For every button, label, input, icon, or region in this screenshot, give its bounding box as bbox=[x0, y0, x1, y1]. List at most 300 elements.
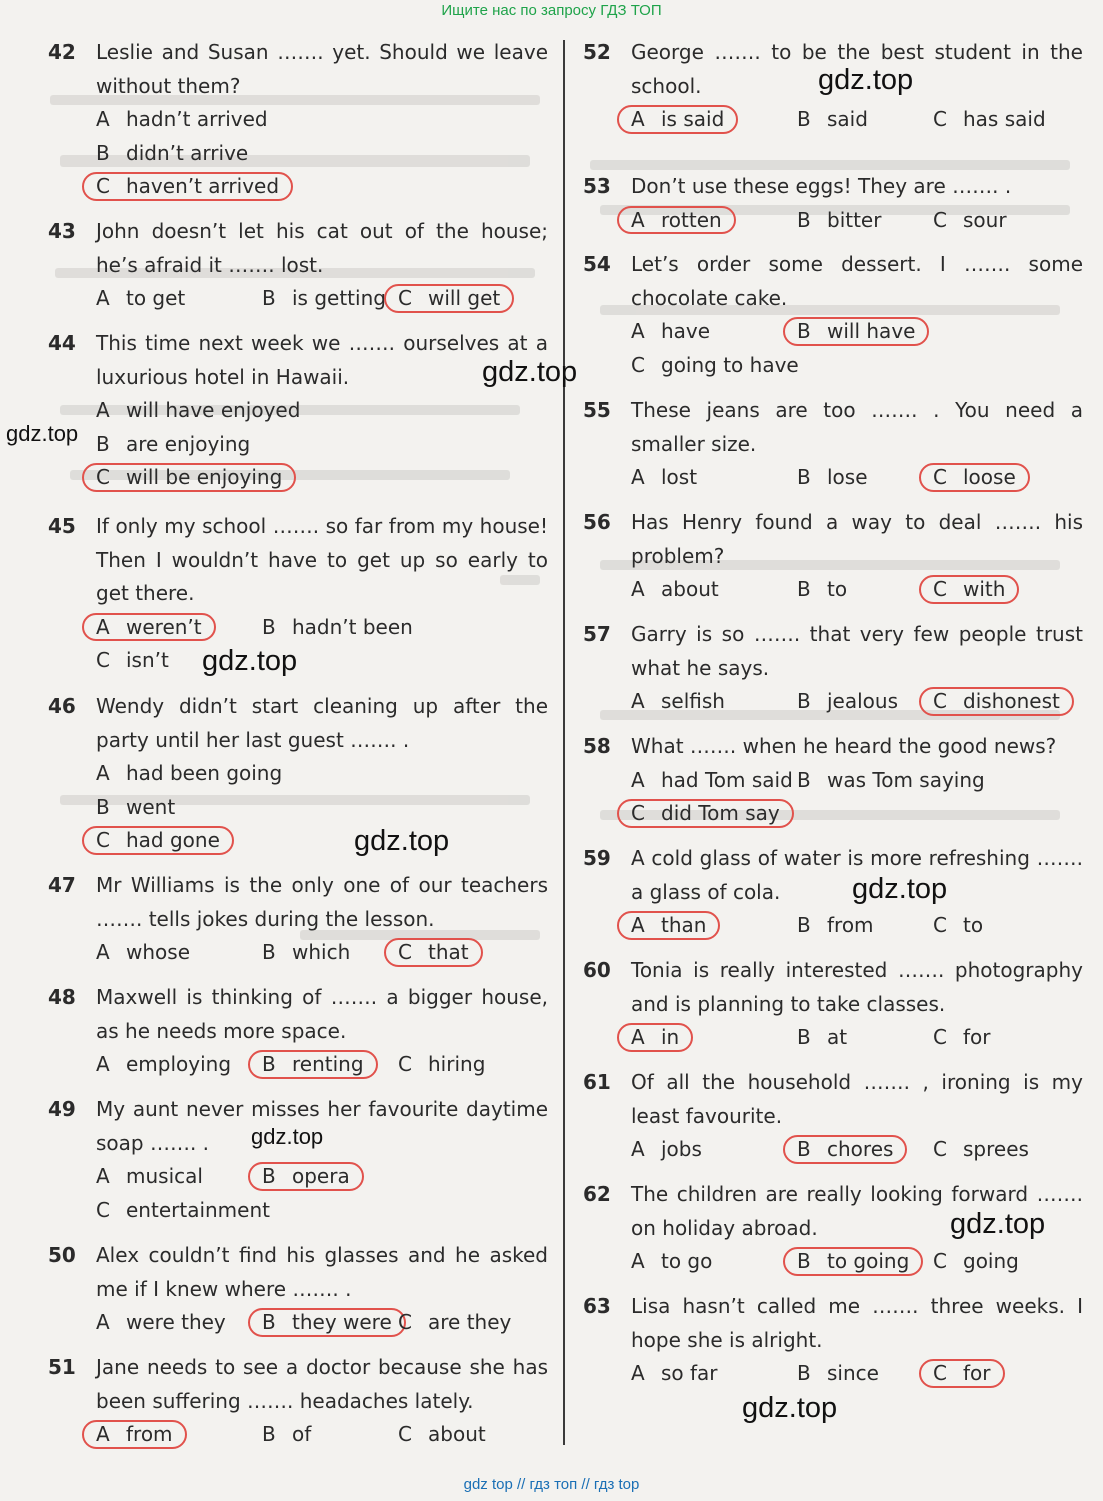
question-43 bbox=[48, 215, 548, 316]
option-letter: C bbox=[933, 913, 947, 938]
answer-option-a[interactable] bbox=[96, 1160, 203, 1194]
answer-options bbox=[631, 685, 1083, 719]
answer-option-a[interactable] bbox=[631, 1021, 679, 1055]
answer-option-a[interactable] bbox=[96, 103, 268, 137]
option-text: jealous bbox=[827, 689, 899, 714]
answer-options bbox=[96, 282, 548, 316]
answer-option-b[interactable] bbox=[262, 1160, 350, 1194]
answer-option-b[interactable] bbox=[797, 1357, 879, 1391]
option-text: are they bbox=[428, 1310, 512, 1335]
top-banner[interactable]: Ищите нас по запросу ГДЗ ТОП bbox=[441, 2, 662, 19]
question-text: These jeans are too ……. . You need a smaller size. bbox=[631, 398, 1083, 456]
question-number: 45 bbox=[48, 514, 76, 538]
option-text: for bbox=[963, 1361, 991, 1386]
option-text: from bbox=[827, 913, 874, 938]
option-letter: B bbox=[262, 614, 276, 639]
option-text: to going bbox=[827, 1249, 910, 1274]
option-letter: A bbox=[631, 207, 645, 232]
question-50 bbox=[48, 1239, 548, 1340]
option-letter: B bbox=[797, 689, 811, 714]
option-text: since bbox=[827, 1361, 879, 1386]
answer-row bbox=[631, 573, 1083, 607]
answer-row bbox=[96, 461, 548, 495]
answer-option-c[interactable] bbox=[96, 824, 220, 858]
answer-option-a[interactable] bbox=[631, 1357, 718, 1391]
answer-row bbox=[96, 103, 548, 137]
option-text: in bbox=[661, 1025, 680, 1050]
option-letter: C bbox=[933, 107, 947, 132]
answer-options bbox=[96, 611, 548, 678]
answer-options bbox=[631, 315, 1083, 382]
answer-option-c[interactable] bbox=[96, 1194, 270, 1228]
answer-option-b[interactable] bbox=[797, 315, 915, 349]
answer-option-c[interactable] bbox=[398, 1048, 485, 1082]
option-text: they were bbox=[292, 1310, 392, 1335]
option-text: had Tom said bbox=[661, 767, 793, 792]
answer-option-c[interactable] bbox=[96, 461, 282, 495]
option-text: whose bbox=[126, 940, 190, 965]
answer-row bbox=[631, 461, 1083, 495]
option-letter: C bbox=[933, 1249, 947, 1274]
watermark: gdz.top bbox=[950, 1208, 1046, 1240]
question-number: 50 bbox=[48, 1243, 76, 1267]
answer-option-b[interactable] bbox=[797, 1133, 893, 1167]
option-text: jobs bbox=[661, 1137, 702, 1162]
option-letter: A bbox=[96, 1164, 110, 1189]
option-letter: C bbox=[96, 648, 110, 673]
option-text: was Tom saying bbox=[827, 767, 985, 792]
question-number: 58 bbox=[583, 734, 611, 758]
option-text: chores bbox=[827, 1137, 894, 1162]
question-number: 46 bbox=[48, 694, 76, 718]
answer-option-c[interactable] bbox=[96, 170, 279, 204]
option-text: will get bbox=[428, 286, 501, 311]
answer-option-b[interactable] bbox=[797, 1021, 847, 1055]
answer-option-a[interactable] bbox=[96, 611, 202, 645]
question-text: What ……. when he heard the good news? bbox=[631, 734, 1057, 758]
option-text: hiring bbox=[428, 1052, 486, 1077]
option-text: dishonest bbox=[963, 689, 1060, 714]
option-text: are enjoying bbox=[126, 431, 251, 456]
question-text: Jane needs to see a doctor because she has been suffering ……. headaches lately. bbox=[96, 1355, 548, 1413]
answer-row bbox=[631, 204, 1083, 238]
answer-option-a[interactable] bbox=[631, 685, 725, 719]
option-letter: B bbox=[262, 940, 276, 965]
option-letter: A bbox=[96, 107, 110, 132]
answer-option-a[interactable] bbox=[96, 1048, 231, 1082]
option-letter: C bbox=[631, 801, 645, 826]
watermark: gdz.top bbox=[354, 825, 450, 857]
option-letter: A bbox=[631, 107, 645, 132]
answer-option-c[interactable] bbox=[933, 1021, 991, 1055]
option-text: sprees bbox=[963, 1137, 1029, 1162]
answer-option-c[interactable] bbox=[398, 1418, 486, 1452]
answer-option-c[interactable] bbox=[933, 1357, 991, 1391]
option-text: of bbox=[292, 1422, 312, 1447]
option-letter: C bbox=[398, 940, 412, 965]
option-letter: C bbox=[96, 828, 110, 853]
question-text: If only my school ……. so far from my house! Then I wouldn’t have to get up so early to get there. bbox=[96, 514, 548, 606]
answer-option-a[interactable] bbox=[631, 573, 719, 607]
question-number: 52 bbox=[583, 40, 611, 64]
answer-options bbox=[631, 764, 1083, 831]
option-letter: B bbox=[96, 140, 110, 165]
question-number: 59 bbox=[583, 846, 611, 870]
answer-option-c[interactable] bbox=[96, 644, 169, 678]
answer-options bbox=[96, 103, 548, 204]
answer-option-c[interactable] bbox=[933, 1133, 1029, 1167]
answer-option-c[interactable] bbox=[933, 103, 1046, 137]
question-53 bbox=[583, 170, 1083, 237]
question-text: Let’s order some dessert. I ……. some chocolate cake. bbox=[631, 252, 1083, 310]
option-text: has said bbox=[963, 107, 1046, 132]
answer-option-b[interactable] bbox=[797, 764, 985, 798]
watermark: gdz.top bbox=[852, 873, 948, 905]
option-letter: A bbox=[96, 614, 110, 639]
option-text: loose bbox=[963, 465, 1016, 490]
answer-option-c[interactable] bbox=[933, 685, 1060, 719]
watermark: gdz.top bbox=[251, 1124, 324, 1149]
option-letter: B bbox=[797, 1025, 811, 1050]
answer-option-b[interactable] bbox=[797, 461, 868, 495]
question-text: Maxwell is thinking of ……. a bigger house, as he needs more space. bbox=[96, 985, 548, 1043]
option-letter: A bbox=[631, 465, 645, 490]
answer-option-b[interactable] bbox=[797, 204, 881, 238]
answer-option-a[interactable] bbox=[96, 1418, 173, 1452]
answer-option-b[interactable] bbox=[797, 103, 868, 137]
option-letter: C bbox=[96, 174, 110, 199]
question-42 bbox=[48, 36, 548, 204]
option-text: bitter bbox=[827, 207, 882, 232]
answer-option-a[interactable] bbox=[96, 394, 300, 428]
option-letter: C bbox=[933, 465, 947, 490]
question-text: Wendy didn’t start cleaning up after the party until her last guest ……. . bbox=[96, 694, 548, 752]
option-text: that bbox=[428, 940, 469, 965]
watermark: gdz.top bbox=[6, 421, 79, 446]
option-letter: B bbox=[797, 107, 811, 132]
question-57 bbox=[583, 618, 1083, 719]
option-letter: C bbox=[398, 286, 412, 311]
option-letter: B bbox=[262, 1052, 276, 1077]
question-44 bbox=[48, 327, 548, 495]
answer-row bbox=[631, 1357, 1083, 1391]
option-text: so far bbox=[661, 1361, 718, 1386]
question-text: Lisa hasn’t called me ……. three weeks. I hope she is alright. bbox=[631, 1294, 1083, 1352]
answer-options bbox=[96, 936, 548, 970]
option-text: had gone bbox=[126, 828, 220, 853]
question-number: 56 bbox=[583, 510, 611, 534]
option-text: will have bbox=[827, 319, 916, 344]
answer-options bbox=[631, 1245, 1083, 1279]
option-letter: A bbox=[96, 398, 110, 423]
answer-option-a[interactable] bbox=[631, 1245, 712, 1279]
option-letter: B bbox=[797, 319, 811, 344]
answer-option-b[interactable] bbox=[262, 1306, 392, 1340]
option-text: will be enjoying bbox=[126, 465, 283, 490]
option-text: about bbox=[661, 577, 719, 602]
option-text: from bbox=[126, 1422, 173, 1447]
answer-row bbox=[96, 137, 548, 171]
answer-option-c[interactable] bbox=[933, 573, 1005, 607]
option-text: said bbox=[827, 107, 868, 132]
option-text: went bbox=[126, 794, 176, 819]
answer-option-c[interactable] bbox=[933, 909, 983, 943]
answer-option-c[interactable] bbox=[933, 1245, 1019, 1279]
option-text: which bbox=[292, 940, 351, 965]
question-number: 54 bbox=[583, 252, 611, 276]
option-letter: A bbox=[631, 689, 645, 714]
option-letter: A bbox=[631, 1025, 645, 1050]
option-text: with bbox=[963, 577, 1006, 602]
option-letter: A bbox=[631, 1249, 645, 1274]
question-text: My aunt never misses her favourite daytime soap ……. . bbox=[96, 1097, 548, 1155]
answer-row bbox=[96, 428, 548, 462]
option-letter: A bbox=[631, 577, 645, 602]
answer-row bbox=[631, 1245, 1083, 1279]
question-55 bbox=[583, 394, 1083, 495]
option-text: were they bbox=[126, 1310, 226, 1335]
option-text: is getting bbox=[292, 286, 386, 311]
question-number: 60 bbox=[583, 958, 611, 982]
answer-option-c[interactable] bbox=[631, 349, 799, 383]
option-letter: C bbox=[933, 1137, 947, 1162]
answer-option-b[interactable] bbox=[96, 137, 248, 171]
answer-row bbox=[96, 1048, 548, 1082]
watermark: gdz.top bbox=[482, 356, 578, 388]
option-text: did Tom say bbox=[661, 801, 780, 826]
question-61 bbox=[583, 1066, 1083, 1167]
answer-row bbox=[96, 936, 548, 970]
answer-option-a[interactable] bbox=[631, 461, 697, 495]
answer-options bbox=[631, 573, 1083, 607]
option-text: musical bbox=[126, 1164, 203, 1189]
answer-row bbox=[96, 824, 548, 858]
question-49 bbox=[48, 1093, 548, 1227]
answer-option-c[interactable] bbox=[933, 461, 1016, 495]
option-letter: C bbox=[933, 577, 947, 602]
option-letter: A bbox=[96, 1052, 110, 1077]
answer-option-a[interactable] bbox=[631, 204, 722, 238]
question-number: 43 bbox=[48, 219, 76, 243]
option-text: had been going bbox=[126, 761, 283, 786]
answer-option-b[interactable] bbox=[797, 909, 874, 943]
option-letter: A bbox=[631, 1361, 645, 1386]
answer-options bbox=[96, 1418, 548, 1452]
question-51 bbox=[48, 1351, 548, 1452]
option-letter: B bbox=[262, 1164, 276, 1189]
question-46 bbox=[48, 690, 548, 858]
option-letter: A bbox=[96, 286, 110, 311]
answer-row bbox=[631, 909, 1083, 943]
answer-row bbox=[631, 103, 1083, 137]
question-number: 42 bbox=[48, 40, 76, 64]
option-letter: B bbox=[96, 794, 110, 819]
option-text: at bbox=[827, 1025, 848, 1050]
question-54 bbox=[583, 248, 1083, 382]
column-divider bbox=[563, 40, 565, 1445]
question-number: 51 bbox=[48, 1355, 76, 1379]
option-text: opera bbox=[292, 1164, 350, 1189]
option-text: haven’t arrived bbox=[126, 174, 280, 199]
answer-option-a[interactable] bbox=[96, 936, 190, 970]
question-number: 49 bbox=[48, 1097, 76, 1121]
answer-options bbox=[631, 204, 1083, 238]
question-text: Of all the household ……. , ironing is my least favourite. bbox=[631, 1070, 1083, 1128]
question-text: Alex couldn’t find his glasses and he asked me if I knew where ……. . bbox=[96, 1243, 548, 1301]
answer-row bbox=[96, 394, 548, 428]
question-text: Has Henry found a way to deal ……. his problem? bbox=[631, 510, 1083, 568]
option-letter: C bbox=[398, 1422, 412, 1447]
answer-options bbox=[96, 1306, 548, 1340]
answer-row bbox=[96, 791, 548, 825]
answer-option-b[interactable] bbox=[262, 282, 386, 316]
answer-row bbox=[96, 757, 548, 791]
question-text: George ……. to be the best student in the school. bbox=[631, 40, 1083, 98]
answer-option-c[interactable] bbox=[398, 1306, 511, 1340]
answer-option-c[interactable] bbox=[398, 936, 469, 970]
answer-option-a[interactable] bbox=[631, 1133, 702, 1167]
question-number: 55 bbox=[583, 398, 611, 422]
answer-option-b[interactable] bbox=[96, 791, 175, 825]
option-letter: B bbox=[797, 207, 811, 232]
option-text: selfish bbox=[661, 689, 725, 714]
answer-option-a[interactable] bbox=[96, 1306, 226, 1340]
option-letter: B bbox=[797, 1249, 811, 1274]
option-letter: B bbox=[797, 767, 811, 792]
option-letter: B bbox=[797, 577, 811, 602]
question-text: Garry is so ……. that very few people trust what he says. bbox=[631, 622, 1083, 680]
option-letter: B bbox=[797, 465, 811, 490]
option-text: about bbox=[428, 1422, 486, 1447]
option-text: hadn’t arrived bbox=[126, 107, 268, 132]
option-letter: C bbox=[933, 689, 947, 714]
question-text: John doesn’t let his cat out of the house; he’s afraid it ……. lost. bbox=[96, 219, 548, 277]
answer-row bbox=[631, 764, 1083, 798]
answer-option-c[interactable] bbox=[398, 282, 500, 316]
answer-row bbox=[631, 1133, 1083, 1167]
option-text: lose bbox=[827, 465, 868, 490]
watermark: gdz.top bbox=[202, 645, 298, 677]
option-text: for bbox=[963, 1025, 991, 1050]
option-text: to get bbox=[126, 286, 186, 311]
option-letter: B bbox=[797, 1137, 811, 1162]
answer-row bbox=[631, 797, 1083, 831]
option-text: rotten bbox=[661, 207, 722, 232]
answer-options bbox=[631, 1021, 1083, 1055]
option-text: going to have bbox=[661, 352, 799, 377]
answer-row bbox=[96, 1194, 548, 1228]
answer-option-b[interactable] bbox=[797, 685, 898, 719]
answer-option-b[interactable] bbox=[262, 1048, 364, 1082]
answer-option-b[interactable] bbox=[797, 573, 847, 607]
answer-options bbox=[631, 103, 1083, 137]
option-letter: A bbox=[631, 1137, 645, 1162]
question-60 bbox=[583, 954, 1083, 1055]
answer-options bbox=[631, 461, 1083, 495]
question-text: A cold glass of water is more refreshing ……. a glass of cola. bbox=[631, 846, 1083, 904]
answer-row bbox=[631, 685, 1083, 719]
option-text: to bbox=[963, 913, 984, 938]
answer-row bbox=[631, 315, 1083, 349]
answer-row bbox=[96, 1306, 548, 1340]
option-text: than bbox=[661, 913, 707, 938]
answer-option-a[interactable] bbox=[631, 764, 793, 798]
question-text: Leslie and Susan ……. yet. Should we leave without them? bbox=[96, 40, 548, 98]
answer-option-c[interactable] bbox=[933, 204, 1007, 238]
answer-option-a[interactable] bbox=[96, 757, 282, 791]
option-text: to bbox=[827, 577, 848, 602]
option-text: hadn’t been bbox=[292, 614, 413, 639]
option-text: have bbox=[661, 319, 711, 344]
question-number: 44 bbox=[48, 331, 76, 355]
option-letter: C bbox=[96, 465, 110, 490]
option-letter: B bbox=[797, 1361, 811, 1386]
answer-option-b[interactable] bbox=[262, 1418, 311, 1452]
question-text: Mr Williams is the only one of our teachers ……. tells jokes during the lesson. bbox=[96, 873, 548, 931]
option-text: going bbox=[963, 1249, 1019, 1274]
answer-option-b[interactable] bbox=[797, 1245, 909, 1279]
answer-option-a[interactable] bbox=[631, 315, 710, 349]
answer-option-a[interactable] bbox=[96, 282, 185, 316]
option-text: will have enjoyed bbox=[126, 398, 301, 423]
answer-option-b[interactable] bbox=[262, 936, 350, 970]
option-letter: B bbox=[262, 286, 276, 311]
question-45 bbox=[48, 510, 548, 678]
answer-option-c[interactable] bbox=[631, 797, 780, 831]
answer-options bbox=[96, 757, 548, 858]
question-48 bbox=[48, 981, 548, 1082]
option-letter: B bbox=[797, 913, 811, 938]
option-text: weren’t bbox=[126, 614, 202, 639]
answer-options bbox=[631, 1357, 1083, 1391]
answer-row bbox=[96, 611, 548, 645]
option-text: entertainment bbox=[126, 1197, 270, 1222]
watermark: gdz.top bbox=[818, 64, 914, 96]
answer-row bbox=[96, 282, 548, 316]
question-text: Don’t use these eggs! They are ……. . bbox=[631, 174, 1012, 198]
watermark: gdz.top bbox=[742, 1392, 838, 1424]
answer-option-a[interactable] bbox=[631, 909, 706, 943]
question-56 bbox=[583, 506, 1083, 607]
option-text: employing bbox=[126, 1052, 232, 1077]
question-text: The children are really looking forward ……. on holiday abroad. bbox=[631, 1182, 1083, 1240]
question-47 bbox=[48, 869, 548, 970]
answer-option-b[interactable] bbox=[96, 428, 250, 462]
option-letter: A bbox=[96, 1422, 110, 1447]
option-letter: A bbox=[96, 940, 110, 965]
option-letter: B bbox=[262, 1422, 276, 1447]
option-letter: A bbox=[631, 913, 645, 938]
option-text: lost bbox=[661, 465, 698, 490]
question-text: This time next week we ……. ourselves at a luxurious hotel in Hawaii. bbox=[96, 331, 548, 389]
answer-row bbox=[96, 1160, 548, 1194]
question-59 bbox=[583, 842, 1083, 943]
option-letter: C bbox=[398, 1052, 412, 1077]
option-letter: C bbox=[933, 207, 947, 232]
question-number: 47 bbox=[48, 873, 76, 897]
answer-options bbox=[96, 1160, 548, 1227]
option-letter: B bbox=[96, 431, 110, 456]
question-58 bbox=[583, 730, 1083, 831]
option-letter: A bbox=[631, 767, 645, 792]
bottom-banner[interactable]: gdz top // гдз топ // гдз top bbox=[463, 1476, 640, 1493]
answer-option-b[interactable] bbox=[262, 611, 413, 645]
answer-option-a[interactable] bbox=[631, 103, 724, 137]
option-text: didn’t arrive bbox=[126, 140, 249, 165]
answer-options bbox=[96, 394, 548, 495]
option-text: sour bbox=[963, 207, 1007, 232]
answer-options bbox=[631, 909, 1083, 943]
